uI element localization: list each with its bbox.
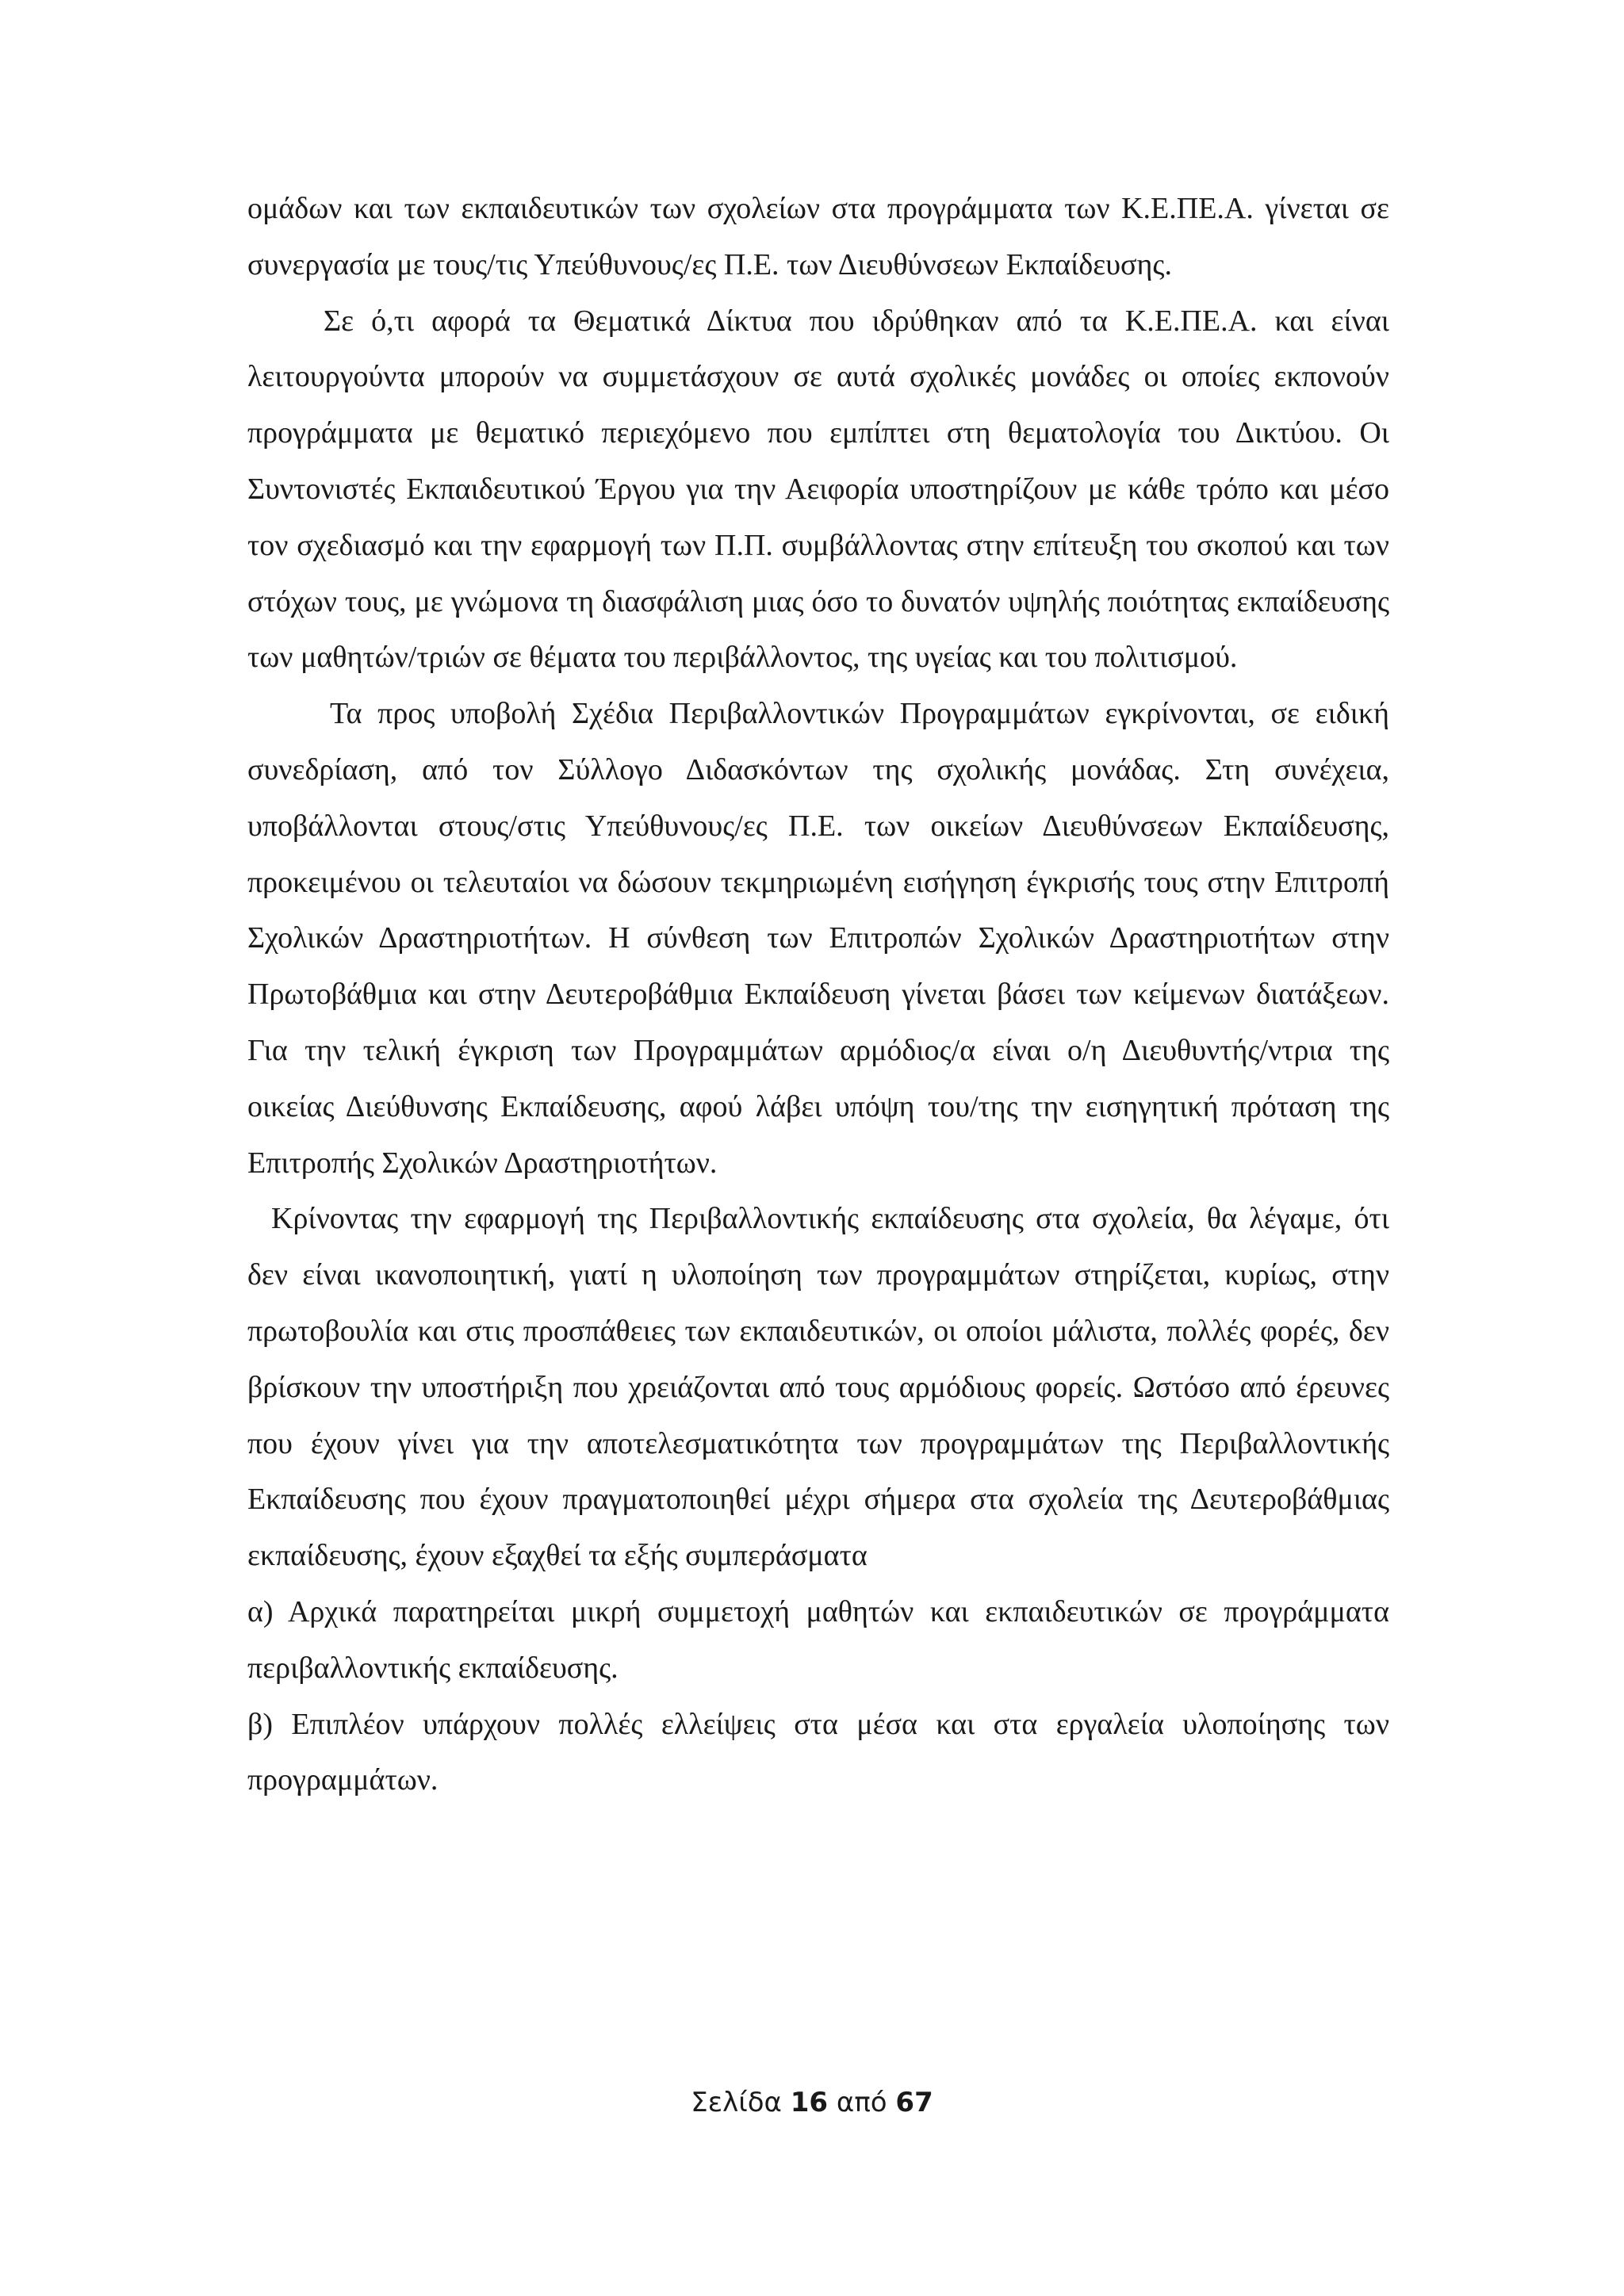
paragraph-continuation: ομάδων και των εκπαιδευτικών των σχολείων στα προγράμματα των Κ.Ε.ΠΕ.Α. γίνεται σε συνεργασία με τους/τις Υπεύθυνους/ες Π.Ε. των Διευθύνσεων Εκπαίδευσης. [247,192,1389,281]
document-body [247,181,1389,1808]
paragraph-assessment: Κρίνοντας την εφαρμογή της Περιβαλλοντικής εκπαίδευσης στα σχολεία, θα λέγαμε, ότι δεν είναι ικανοποιητική, γιατί η υλοποίηση των προγραμμάτων στηρίζεται, κυρίως, στην πρωτοβουλία και στις προσπάθειες των εκπαιδευτικών, οι οποίοι μάλιστα, πολλές φορές, δεν βρίσκουν την υποστήριξη που χρειάζονται από τους αρμόδιους φορείς. Ωστόσο από έρευνες που έχουν γίνει για την αποτελεσματικότητα των προγραμμάτων της Περιβαλλοντικής Εκπαίδευσης που έχουν πραγματοποιηθεί μέχρι σήμερα στα σχολεία της Δευτεροβάθμιας εκπαίδευσης, έχουν εξαχθεί τα εξής συμπεράσματα [247,1202,1389,1573]
list-item-b: β) Επιπλέον υπάρχουν πολλές ελλείψεις στα μέσα και στα εργαλεία υλοποίησης των προγραμμάτων. [247,1707,1389,1797]
list-item-a: α) Αρχικά παρατηρείται μικρή συμμετοχή μαθητών και εκπαιδευτικών σε προγράμματα περιβαλλοντικής εκπαίδευσης. [247,1594,1389,1685]
footer-page-label: Σελίδα [691,2087,782,2118]
page-footer [0,2087,1624,2118]
footer-of-label: από [836,2087,887,2118]
footer-current-page: 16 [790,2087,829,2118]
footer-total-pages: 67 [895,2087,933,2118]
paragraph-approval-process: Τα προς υποβολή Σχέδια Περιβαλλοντικών Προγραμμάτων εγκρίνονται, σε ειδική συνεδρίαση, από τον Σύλλογο Διδασκόντων της σχολικής μονάδας. Στη συνέχεια, υποβάλλονται στους/στις Υπεύθυνους/ες Π.Ε. των οικείων Διευθύνσεων Εκπαίδευσης, προκειμένου οι τελευταίοι να δώσουν τεκμηριωμένη εισήγηση έγκρισής τους στην Επιτροπή Σχολικών Δραστηριοτήτων. Η σύνθεση των Επιτροπών Σχολικών Δραστηριοτήτων στην Πρωτοβάθμια και στην Δευτεροβάθμια Εκπαίδευση γίνεται βάσει των κείμενων διατάξεων. Για την τελική έγκριση των Προγραμμάτων αρμόδιος/α είναι ο/η Διευθυντής/ντρια της οικείας Διεύθυνσης Εκπαίδευσης, αφού λάβει υπόψη του/της την εισηγητική πρόταση της Επιτροπής Σχολικών Δραστηριοτήτων. [247,697,1389,1180]
paragraph-thematic-networks: Σε ό,τι αφορά τα Θεματικά Δίκτυα που ιδρύθηκαν από τα Κ.Ε.ΠΕ.Α. και είναι λειτουργούντα μπορούν να συμμετάσχουν σε αυτά σχολικές μονάδες οι οποίες εκπονούν προγράμματα με θεματικό περιεχόμενο που εμπίπτει στη θεματολογία του Δικτύου. Οι Συντονιστές Εκπαιδευτικού Έργου για την Αειφορία υποστηρίζουν με κάθε τρόπο και μέσο τον σχεδιασμό και την εφαρμογή των Π.Π. συμβάλλοντας στην επίτευξη του σκοπού και των στόχων τους, με γνώμονα τη διασφάλιση μιας όσο το δυνατόν υψηλής ποιότητας εκπαίδευσης των μαθητών/τριών σε θέματα του περιβάλλοντος, της υγείας και του πολιτισμού. [247,304,1389,675]
